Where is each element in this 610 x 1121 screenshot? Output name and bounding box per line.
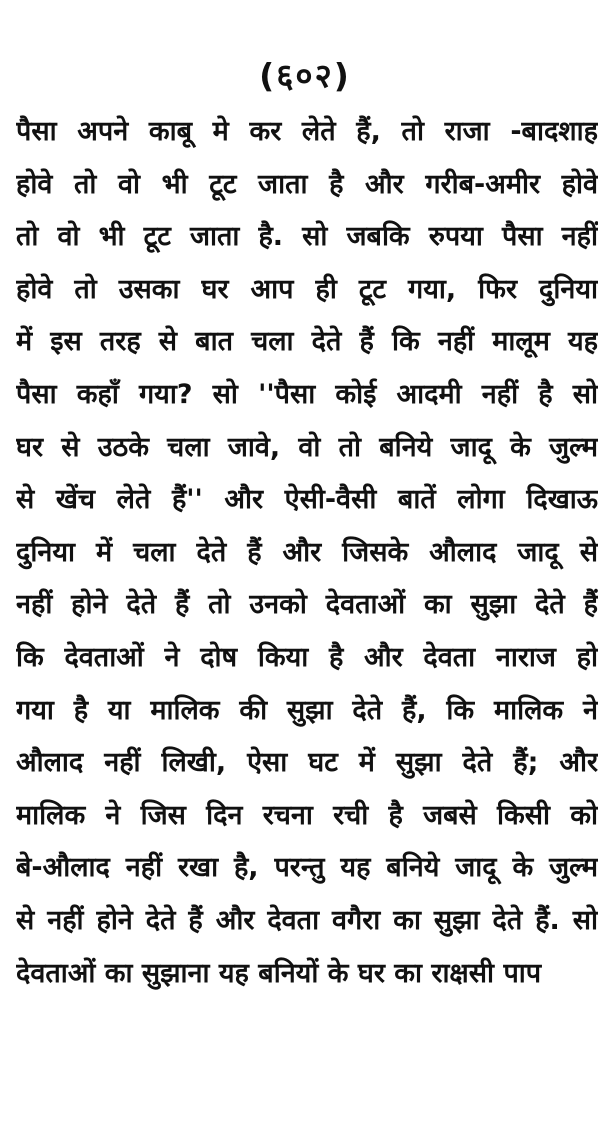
body-text bbox=[16, 106, 598, 1000]
text-line: औलाद नहीं लिखी, ऐसा घट में सुझा देते हैं; और bbox=[16, 747, 598, 779]
text-line: पैसा कहाँ गया? सो ''पैसा कोई आदमी नहीं है सो bbox=[16, 378, 598, 410]
text-line: होवे तो उसका घर आप ही टूट गया, फिर दुनिया bbox=[16, 273, 598, 305]
text-line: कि देवताओं ने दोष किया है और देवता नाराज हो bbox=[16, 641, 598, 673]
text-line: देवताओं का सुझाना यह बनियों के घर का राक्षसी पाप bbox=[16, 957, 542, 989]
text-line: नहीं होने देते हैं तो उनको देवताओं का सुझा देते हैं bbox=[16, 589, 598, 621]
text-line: तो वो भी टूट जाता है. सो जबकि रुपया पैसा नहीं bbox=[16, 221, 598, 253]
text-line: दुनिया में चला देते हैं और जिसके औलाद जादू से bbox=[16, 536, 598, 568]
page-number: (६०२) bbox=[259, 56, 351, 95]
text-line: बे-औलाद नहीं रखा है, परन्तु यह बनिये जादू के जुल्म bbox=[16, 852, 598, 884]
text-line: होवे तो वो भी टूट जाता है और गरीब-अमीर होवे bbox=[16, 168, 598, 200]
text-line: घर से उठके चला जावे, वो तो बनिये जादू के जुल्म bbox=[16, 431, 598, 463]
text-line: से नहीं होने देते हैं और देवता वगैरा का सुझा देते हैं. सो bbox=[16, 904, 598, 936]
text-line: गया है या मालिक की सुझा देते हैं, कि मालिक ने bbox=[16, 694, 598, 726]
text-line: में इस तरह से बात चला देते हैं कि नहीं मालूम यह bbox=[16, 326, 598, 358]
text-line: मालिक ने जिस दिन रचना रची है जबसे किसी को bbox=[16, 799, 598, 831]
text-line: पैसा अपने काबू मे कर लेते हैं, तो राजा -बादशाह bbox=[16, 116, 598, 147]
text-line: से खेंच लेते हैं'' और ऐसी-वैसी बातें लोगा दिखाऊ bbox=[16, 484, 598, 516]
